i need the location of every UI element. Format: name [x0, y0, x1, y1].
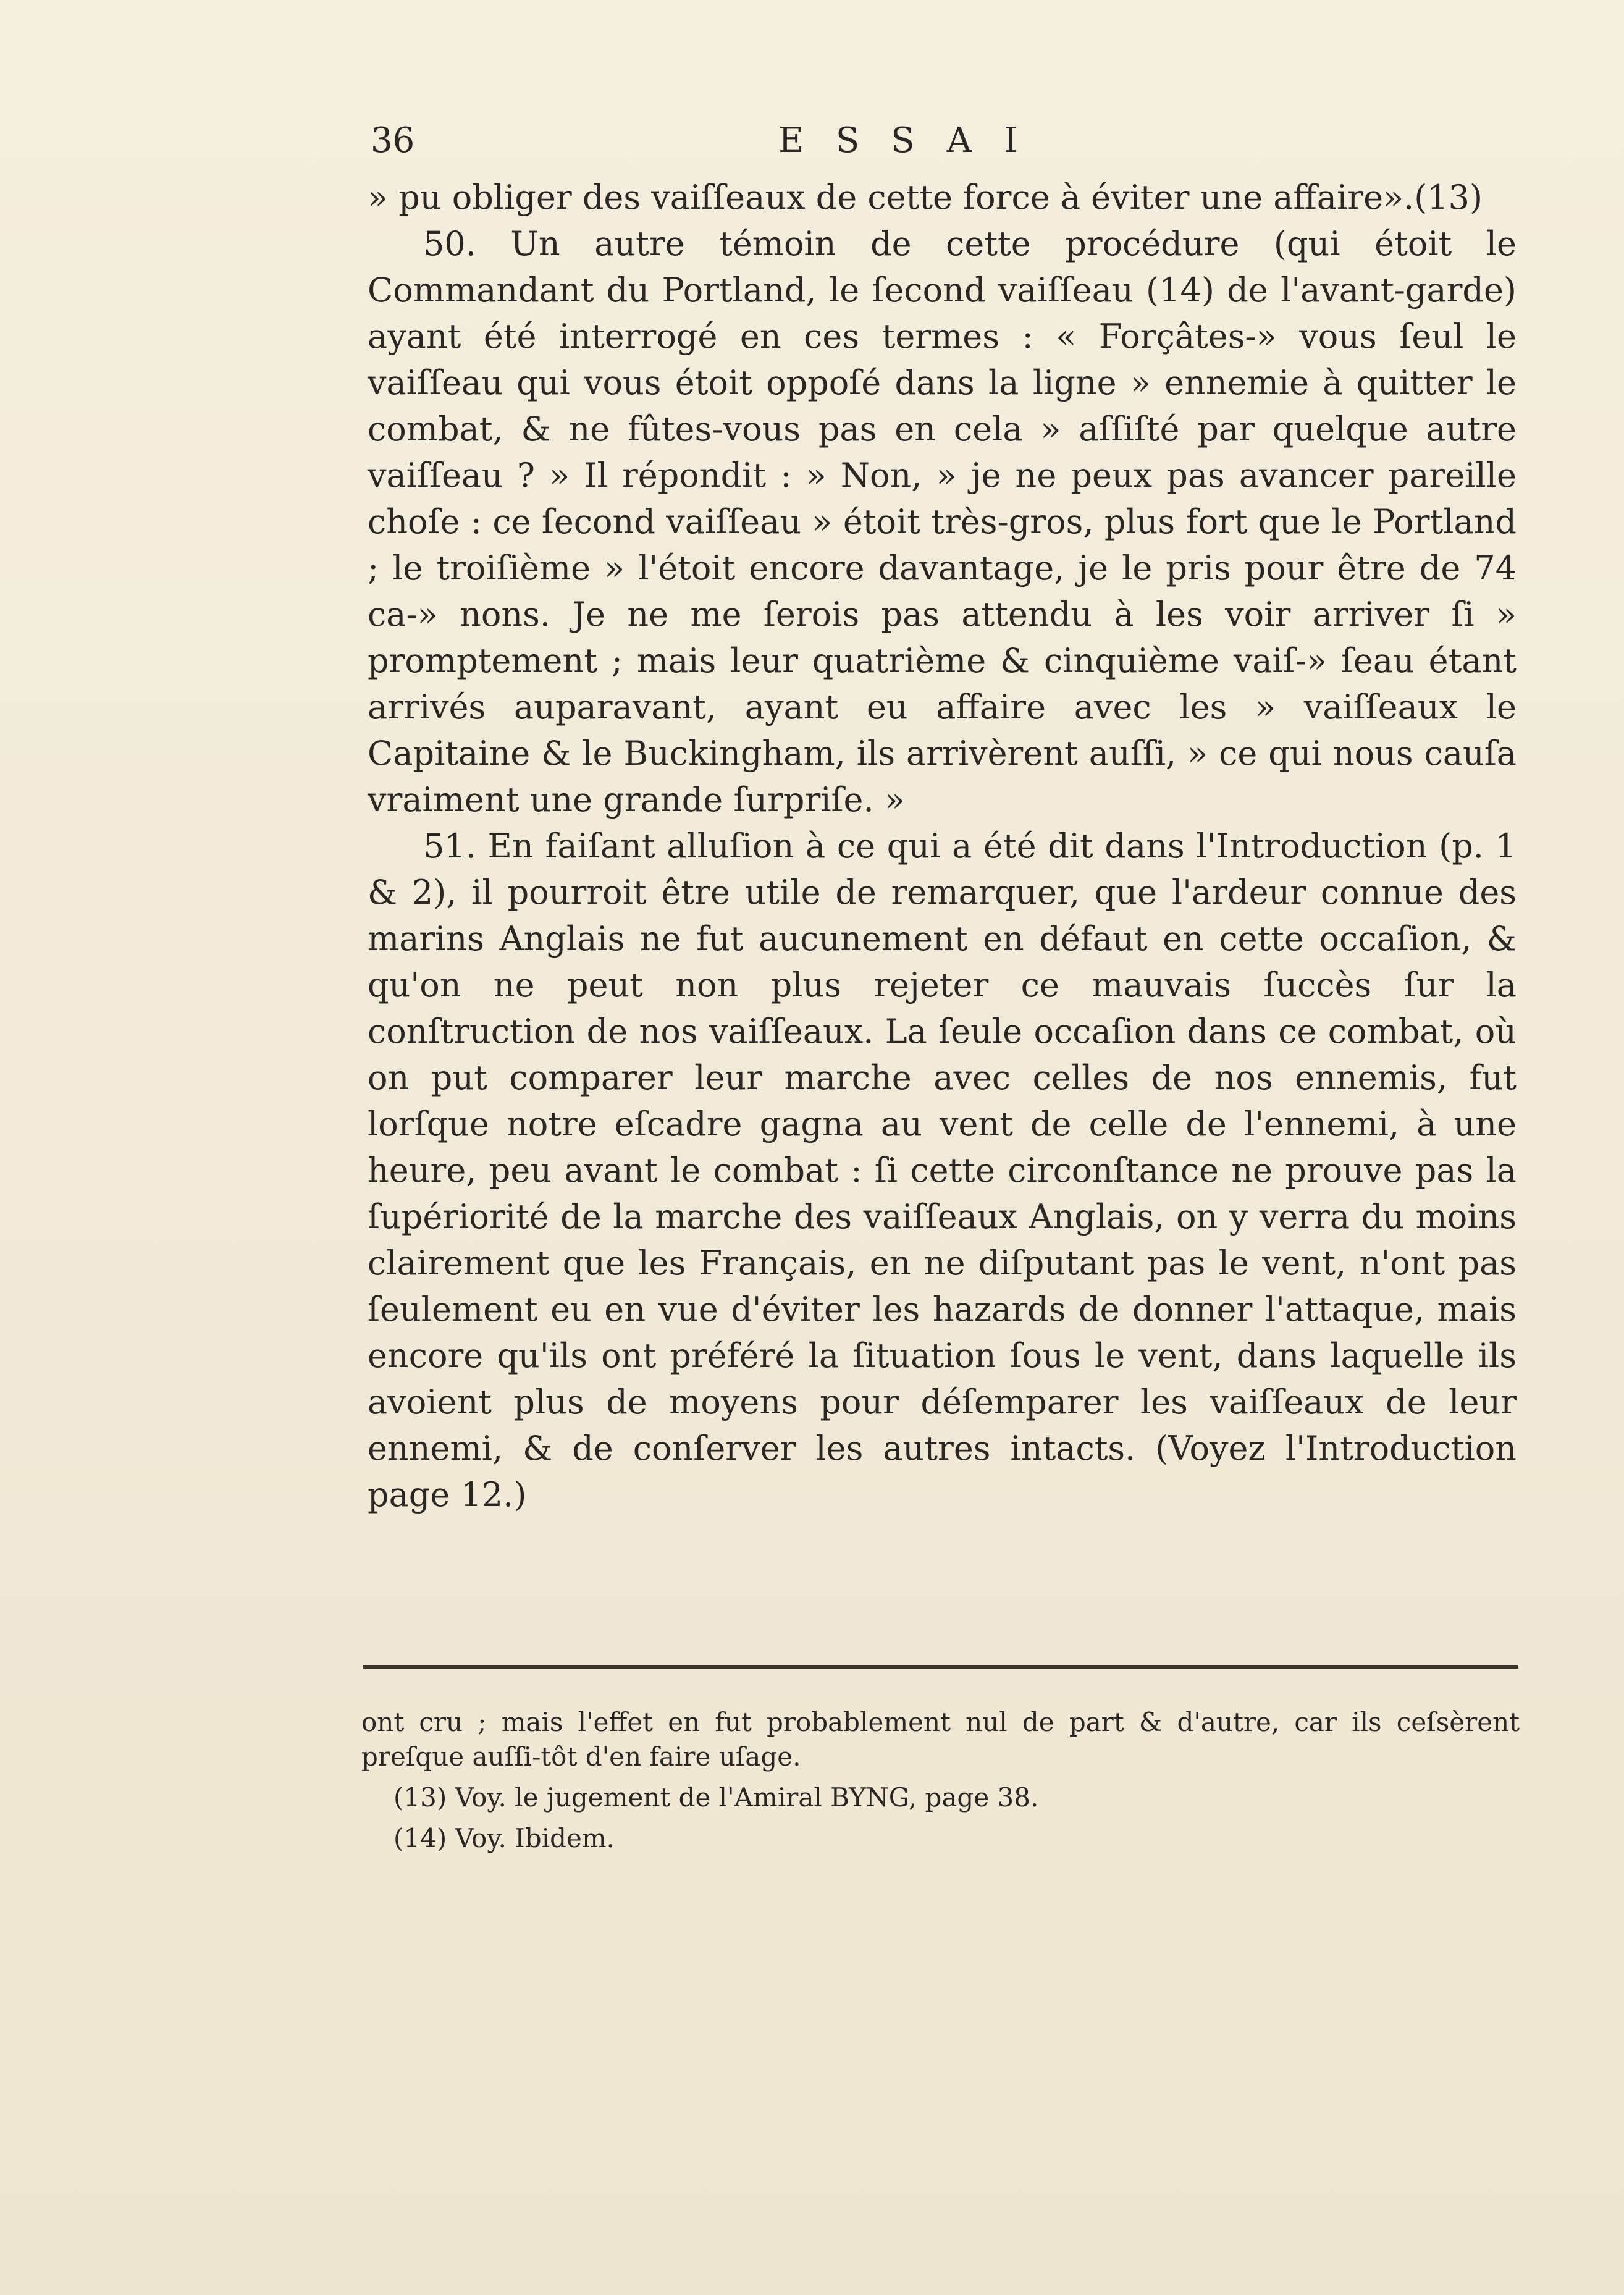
page-header: [371, 116, 1513, 166]
running-head: ESSAI: [778, 120, 1050, 161]
footnotes: [361, 1705, 1520, 1856]
paragraph-51: 51. En faiſant alluſion à ce qui a été dit dans l'Introduction (p. 1 & 2), il pourroit être utile de remarquer, que l'ardeur connue des marins Anglais ne fut aucunement en défaut en cette occaſion, & qu'on ne peut non plus rejeter ce mauvais ſuccès ſur la conſtruction de nos vaiſſeaux. La ſeule occaſion dans ce combat, où on put comparer leur marche avec celles de nos ennemis, fut lorſque notre eſcadre gagna au vent de celle de l'ennemi, à une heure, peu avant le combat : ſi cette circonſtance ne prouve pas la ſupériorité de la marche des vaiſſeaux Anglais, on y verra du moins clairement que les Français, en ne diſputant pas le vent, n'ont pas ſeulement eu en vue d'éviter les hazards de donner l'attaque, mais encore qu'ils ont préféré la ſituation ſous le vent, dans laquelle ils avoient plus de moyens pour déſemparer les vaiſſeaux de leur ennemi, & de conſerver les autres intacts. (Voyez l'Introduction page 12.): [368, 827, 1517, 1514]
paragraph-continued: » pu obliger des vaiſſeaux de cette force à éviter une affaire».(13): [368, 178, 1483, 217]
main-text: [368, 174, 1517, 1518]
footnote-13: (13) Voy. le jugement de l'Amiral BYNG, page 38.: [393, 1782, 1039, 1813]
footnote-rule: [363, 1665, 1518, 1669]
footnote-14: (14) Voy. Ibidem.: [393, 1823, 615, 1853]
page-number: 36: [371, 120, 415, 161]
footnote-continued: ont cru ; mais l'effet en fut probablement nul de part & d'autre, car ils ceſsèrent preſque auſſi-tôt d'en faire uſage.: [361, 1707, 1520, 1772]
paragraph-50: 50. Un autre témoin de cette procédure (qui étoit le Commandant du Portland, le ſecond vaiſſeau (14) de l'avant-garde) ayant été interrogé en ces termes : « Forçâtes-» vous ſeul le vaiſſeau qui vous étoit oppoſé dans la ligne » ennemie à quitter le combat, & ne fûtes-vous pas en cela » aſſiſté par quelque autre vaiſſeau ? » Il répondit : » Non, » je ne peux pas avancer pareille choſe : ce ſecond vaiſſeau » étoit très-gros, plus fort que le Portland ; le troiſième » l'étoit encore davantage, je le pris pour être de 74 ca-» nons. Je ne me ſerois pas attendu à les voir arriver ſi » promptement ; mais leur quatrième & cinquième vaiſ-» ſeau étant arrivés auparavant, ayant eu affaire avec les » vaiſſeaux le Capitaine & le Buckingham, ils arrivèrent auſſi, » ce qui nous cauſa vraiment une grande ſurpriſe. »: [368, 224, 1517, 819]
